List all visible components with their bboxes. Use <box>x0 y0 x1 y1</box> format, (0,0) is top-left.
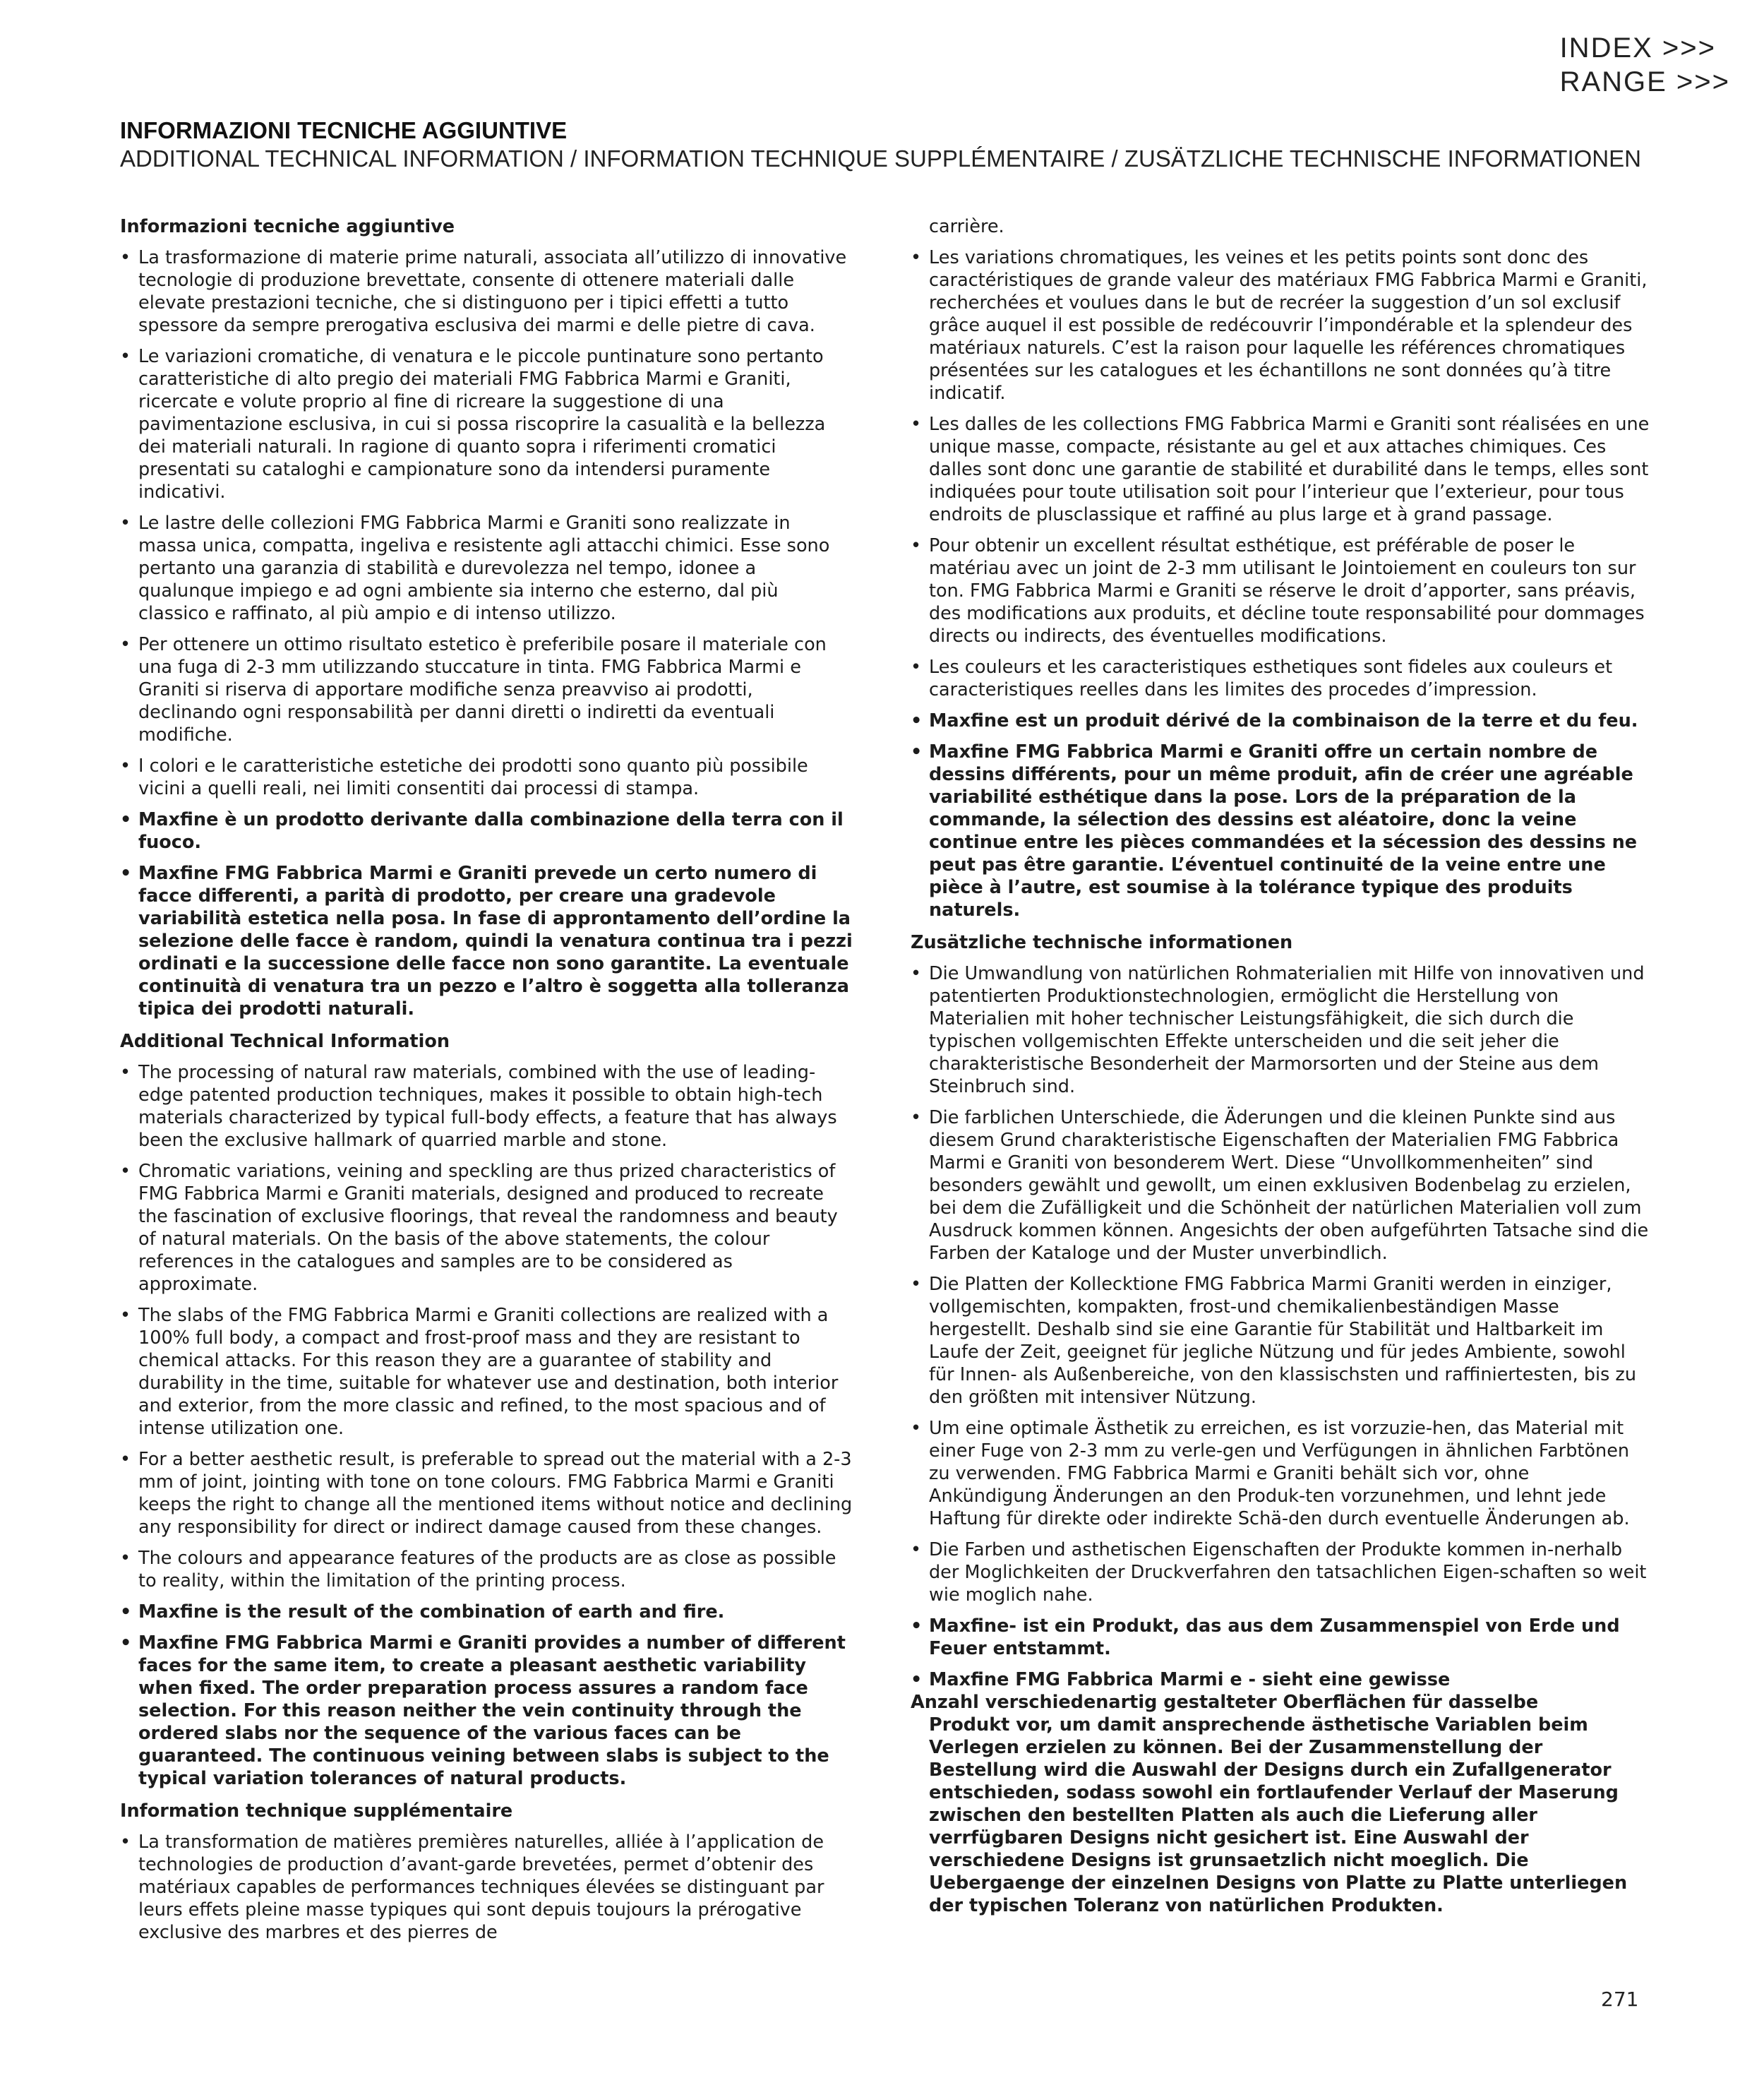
list-item: • The colours and appearance features of the products are as close as possible to reality, within the limitation of the printing process. <box>120 1547 854 1592</box>
page-heading <box>120 117 1673 173</box>
list-item: • Les couleurs et les caracteristiques esthetiques sont fideles aux couleurs et caracteristiques reelles dans les limites des procedes d’impression. <box>911 656 1652 701</box>
list-item: • Le lastre delle collezioni FMG Fabbrica Marmi e Graniti sono realizzate in massa unica, compatta, ingeliva e resistente agli attacchi chimici. Esse sono pertanto una garanzia di stabilità e durevolezza nel tempo, idonee a qualunque impiego e ad ogni ambiente sia interno che esterno, dal più classico e raffinato, al più ampio e di intenso utilizzo. <box>120 512 854 625</box>
list-item: • I colori e le caratteristiche estetiche dei prodotti sono quanto più possibile vicini a quelli reali, nei limiti consentiti dai processi di stampa. <box>120 755 854 800</box>
italian-section-title: Informazioni tecniche aggiuntive <box>120 216 455 237</box>
list-item: • The processing of natural raw materials, combined with the use of leading-edge patented production techniques, makes it possible to obtain high-tech materials characterized by typical full-body effects, a feature that has always been the exclusive hallmark of quarried marble and stone. <box>120 1061 854 1152</box>
list-item: • Maxfine est un produit dérivé de la combinaison de la terre et du feu. <box>911 710 1652 732</box>
right-column <box>911 215 1652 1925</box>
german-section-title: Zusätzliche technische informationen <box>911 932 1293 953</box>
english-section-title: Additional Technical Information <box>120 1031 450 1052</box>
list-item: • Les variations chromatiques, les veines et les petits points sont donc des caractéristiques de grande valeur des matériaux FMG Fabbrica Marmi e Graniti, recherchées et voulues dans le but de recréer la suggestion d’un sol exclusif grâce auquel il est possible de redécouvrir l’impondérable et la splendeur des matériaux naturels. C’est la raison pour laquelle les références chromatiques présentées sur les catalogues et les échantillons ne sont données qu’à titre indicatif. <box>911 246 1652 405</box>
range-link[interactable]: RANGE >>> <box>1559 66 1730 97</box>
list-item: • Maxfine- ist ein Produkt, das aus dem Zusammenspiel von Erde und Feuer entstammt. <box>911 1615 1652 1660</box>
page-subtitle: ADDITIONAL TECHNICAL INFORMATION / INFORMATION TECHNIQUE SUPPLÉMENTAIRE / ZUSÄTZLICHE TECHNISCHE INFORMATIONEN <box>120 145 1641 172</box>
page-number: 271 <box>1601 1988 1639 2011</box>
list-item: • Maxfine FMG Fabbrica Marmi e Graniti prevede un certo numero di facce differenti, a parità di prodotto, per creare una gradevole variabilità estetica nella posa. In fase di approntamento dell’ordine la selezione delle facce è random, quindi la venatura continua tra i pezzi ordinati e la successione delle facce non sono garantite. La eventuale continuità di venatura tra un pezzo e l’altro è soggetta alla tolleranza tipica dei prodotti naturali. <box>120 862 854 1020</box>
french-list <box>911 246 1652 921</box>
french-continuation: carrière. <box>929 216 1004 237</box>
list-item: • Maxfine FMG Fabbrica Marmi e Graniti offre un certain nombre de dessins différents, pour un même produit, afin de créer une agréable variabilité esthétique dans la pose. Lors de la préparation de la commande, la sélection des dessins est aléatoire, donc la veine continue entre les pièces commandées et la sécession des dessins ne peut pas être garantie. L’éventuel continuité de la veine entre une pièce à l’autre, est soumise à la tolérance typique des produits naturels. <box>911 741 1652 921</box>
list-item: • Die Farben und asthetischen Eigenschaften der Produkte kommen in-nerhalb der Moglichkeiten der Druckverfahren den tatsachlichen Eigen-schaften so weit wie moglich nahe. <box>911 1539 1652 1606</box>
list-item: • Chromatic variations, veining and speckling are thus prized characteristics of FMG Fabbrica Marmi e Graniti materials, designed and produced to recreate the fascination of exclusive floorings, that reveal the randomness and beauty of natural materials. On the basis of the above statements, the colour references in the catalogues and samples are to be considered as approximate. <box>120 1160 854 1296</box>
top-navigation <box>1560 31 1730 99</box>
german-list <box>911 962 1652 1691</box>
list-item: • Le variazioni cromatiche, di venatura e le piccole puntinature sono pertanto caratteristiche di alto pregio dei materiali FMG Fabbrica Marmi e Graniti, ricercate e volute proprio al fine di ricreare la suggestione di una pavimentazione esclusiva, in cui si possa riscoprire la casualità e la bellezza dei materiali naturali. In ragione di quanto sopra i riferimenti cromatici presentati su cataloghi e campionature sono da intendersi puramente indicativi. <box>120 345 854 503</box>
list-item: • Maxfine è un prodotto derivante dalla combinazione della terra con il fuoco. <box>120 808 854 854</box>
list-item: • Die Umwandlung von natürlichen Rohmaterialien mit Hilfe von innovativen und patentierten Produktionstechnologien, ermöglicht die Herstellung von Materialien mit hoher technischer Leistungsfähigkeit, die sich durch die typischen vollgemischten Effekte unterscheiden und die seit jeher die charakteristische Besonderheit der Marmorsorten und der Steine aus dem Steinbruch sind. <box>911 962 1652 1098</box>
french-list-start <box>120 1831 854 1944</box>
list-item: • Per ottenere un ottimo risultato estetico è preferibile posare il materiale con una fuga di 2-3 mm utilizzando stuccature in tinta. FMG Fabbrica Marmi e Graniti si riserva di apportare modifiche senza preavviso ai prodotti, declinando ogni responsabilità per danni diretti o indiretti da eventuali modifiche. <box>120 633 854 746</box>
list-item: • Die Platten der Kollecktione FMG Fabbrica Marmi Graniti werden in einziger, vollgemischten, kompakten, frost-und chemikalienbeständigen Masse hergestellt. Deshalb sind sie eine Garantie für Stabilität und Haltbarkeit im Laufe der Zeit, geeignet für jegliche Nützung und für jedes Ambiente, sowohl für Innen- als Außenbereiche, von den klassischsten und raffiniertesten, bis zu den größten mit intensiver Nützung. <box>911 1273 1652 1409</box>
list-item: • Maxfine is the result of the combination of earth and fire. <box>120 1601 854 1623</box>
german-last-item-rest: Produkt vor, um damit ansprechende ästhetische Variablen beim Verlegen erzielen zu können. Bei der Zusammenstellung der Bestellung wird die Auswahl der Designs durch ein Zufallgenerator entschieden, sodass sowohl ein fortlaufender Verlauf der Maserung zwischen den bestellten Platten als auch die Lieferung aller verrfügbaren Designs nicht gesichert ist. Eine Auswahl der verschiedene Designs ist grunsaetzlich nicht moeglich. Die Uebergaenge der einzelnen Designs von Platte zu Platte unterliegen der typischen Toleranz von natürlichen Produkten. <box>929 1714 1628 1916</box>
list-item: • La trasformazione di materie prime naturali, associata all’utilizzo di innovative tecnologie di produzione brevettate, consente di ottenere materiali dalle elevate prestazioni tecniche, che si distinguono per i tipici effetti a tutto spessore da sempre prerogativa esclusiva dei marmi e delle pietre di cava. <box>120 246 854 337</box>
left-column <box>120 215 854 1952</box>
index-link[interactable]: INDEX >>> <box>1559 32 1716 64</box>
list-item: • Les dalles de les collections FMG Fabbrica Marmi e Graniti sont réalisées en une unique masse, compacte, résistante au gel et aux attaches chimiques. Ces dalles sont donc une garantie de stabilité et durabilité dans le temps, elles sont indiquées pour toute utilisation soit pour l’interieur que l’exterieur, pour tous endroits de plusclassique et raffiné au plus large et à grand passage. <box>911 413 1652 526</box>
list-item: • Die farblichen Unterschiede, die Äderungen und die kleinen Punkte sind aus diesem Grund charakteristische Eigenschaften der Materialien FMG Fabbrica Marmi e Graniti von besonderem Wert. Diese “Unvollkommenheiten” sind besonders gewählt und gewollt, um einen exklusiven Bodenbelag zu erzielen, bei dem die Zufälligkeit und die Schönheit der natürlichen Materialien voll zum Ausdruck kommen können. Angesichts der oben aufgeführten Tatsache sind die Farben der Kataloge und der Muster unverbindlich. <box>911 1106 1652 1265</box>
page-title: INFORMAZIONI TECNICHE AGGIUNTIVE <box>120 117 568 143</box>
list-item: • Um eine optimale Ästhetik zu erreichen, es ist vorzuzie-hen, das Material mit einer Fuge von 2-3 mm zu verle-gen und Verfügungen in ähnlichen Farbtönen zu verwenden. FMG Fabbrica Marmi e Graniti behält sich vor, ohne Ankündigung Änderungen an den Produk-ten vorzunehmen, und lehnt jede Haftung für direkte oder indirekte Schä-den durch eventuelle Änderungen ab. <box>911 1417 1652 1530</box>
list-item: • Maxfine FMG Fabbrica Marmi e Graniti provides a number of different faces for the same item, to create a pleasant aesthetic variability when fixed. The order preparation process assures a random face selection. For this reason neither the vein continuity through the ordered slabs nor the sequence of the various faces can be guaranteed. The continuous veining between slabs is subject to the typical variation tolerances of natural products. <box>120 1632 854 1790</box>
list-item: • Pour obtenir un excellent résultat esthétique, est préférable de poser le matériau avec un joint de 2-3 mm utilisant le Jointoiement en couleurs ton sur ton. FMG Fabbrica Marmi e Graniti se réserve le droit d’apporter, sans préavis, des modifications aux produits, et décline toute responsabilité pour dommages directs ou indirects, des éventuelles modifications. <box>911 534 1652 647</box>
french-section-title: Information technique supplémentaire <box>120 1800 513 1822</box>
italian-list <box>120 246 854 1020</box>
english-list <box>120 1061 854 1790</box>
list-item: • For a better aesthetic result, is preferable to spread out the material with a 2-3 mm of joint, jointing with tone on tone colours. FMG Fabbrica Marmi e Graniti keeps the right to change all the mentioned items without notice and declining any responsibility for direct or indirect damage caused from these changes. <box>120 1448 854 1539</box>
list-item: • The slabs of the FMG Fabbrica Marmi e Graniti collections are realized with a 100% full body, a compact and frost-proof mass and they are resistant to chemical attacks. For this reason they are a guarantee of stability and durability in the time, suitable for whatever use and destination, both interior and exterior, from the more classic and refined, to the most spacious and of intense utilization one. <box>120 1304 854 1440</box>
german-last-item-hanging-line: Anzahl verschiedenartig gestalteter Oberflächen für dasselbe <box>911 1692 1539 1713</box>
list-item: • Maxfine FMG Fabbrica Marmi e - sieht eine gewisse <box>911 1668 1652 1691</box>
list-item: • La transformation de matières premières naturelles, alliée à l’application de technologies de production d’avant-garde brevetées, permet d’obtenir des matériaux capables de performances techniques élevées se distinguant par leurs effets pleine masse typiques qui sont depuis toujours la prérogative exclusive des marbres et des pierres de <box>120 1831 854 1944</box>
